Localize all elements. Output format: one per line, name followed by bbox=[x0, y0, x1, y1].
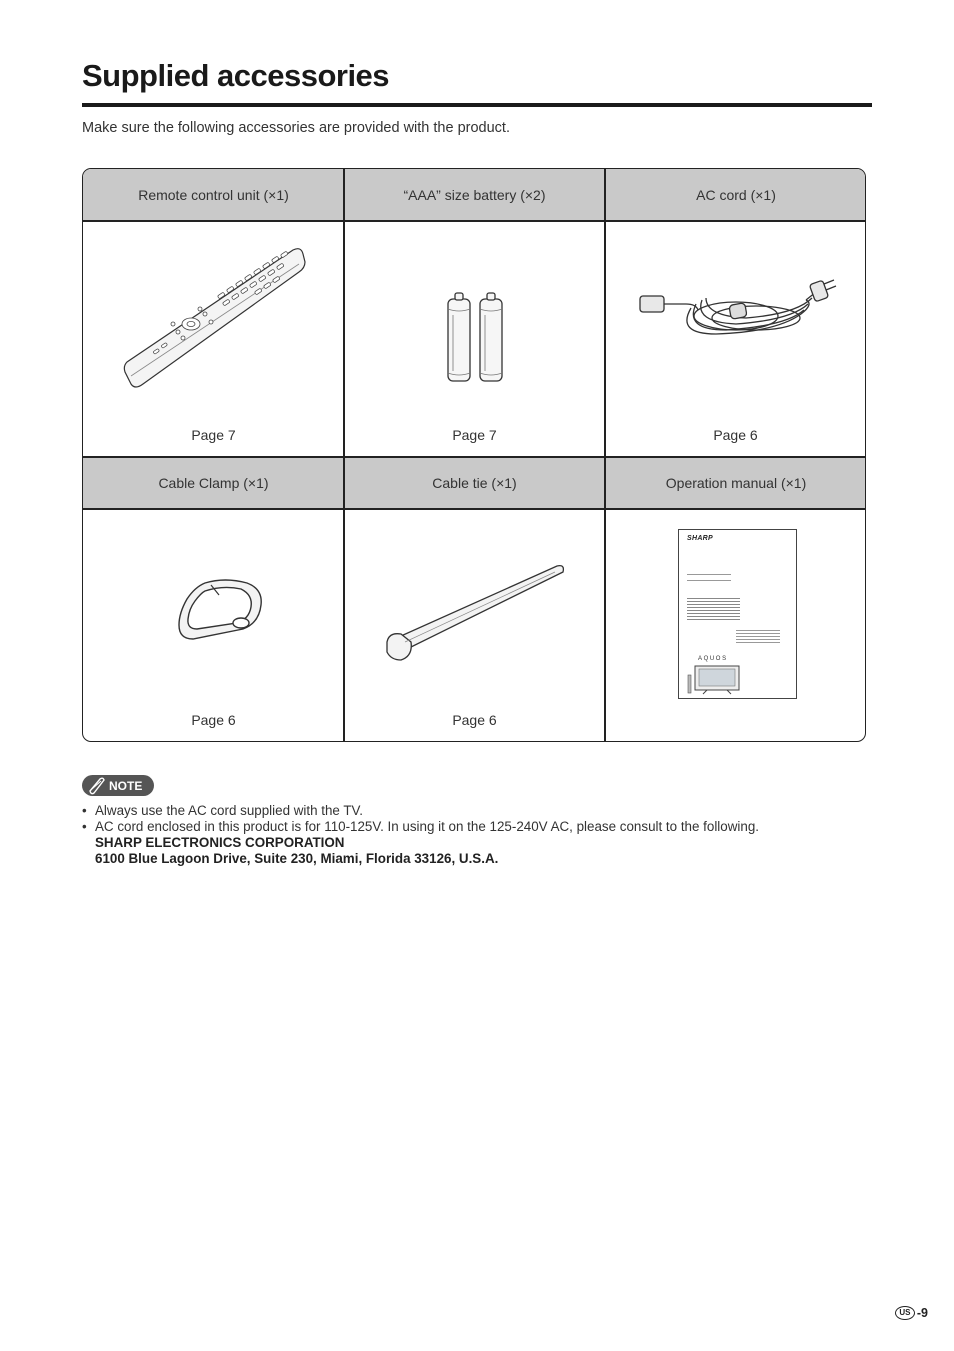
company-address: 6100 Blue Lagoon Drive, Suite 230, Miami, Florida 33126, U.S.A. bbox=[95, 851, 499, 866]
note-badge-label: NOTE bbox=[109, 779, 143, 793]
item-label-remote: Remote control unit (×1) bbox=[83, 169, 344, 221]
intro-text: Make sure the following accessories are provided with the product. bbox=[82, 120, 510, 136]
item-label-ac-cord: AC cord (×1) bbox=[605, 169, 866, 221]
company-name: SHARP ELECTRONICS CORPORATION bbox=[95, 835, 345, 850]
note-text: Always use the AC cord supplied with the TV. bbox=[95, 803, 363, 818]
note-item: • Always use the AC cord supplied with the TV. bbox=[82, 803, 363, 818]
page-title: Supplied accessories bbox=[82, 58, 390, 93]
page-ref-cable-clamp: Page 6 bbox=[191, 712, 236, 728]
item-label-cable-tie: Cable tie (×1) bbox=[344, 457, 605, 509]
manual-text-block bbox=[736, 630, 780, 645]
item-label-battery: “AAA” size battery (×2) bbox=[344, 169, 605, 221]
page-number bbox=[895, 1306, 928, 1320]
note-text: AC cord enclosed in this product is for 110-125V. In using it on the 125-240V AC, please consult to the following. bbox=[95, 819, 759, 834]
ac-cord-icon bbox=[636, 274, 841, 344]
manual-title-lines bbox=[687, 574, 731, 581]
manual-series-logo: AQUOS bbox=[698, 656, 728, 662]
item-label-manual: Operation manual (×1) bbox=[605, 457, 866, 509]
divider bbox=[604, 169, 606, 741]
title-rule bbox=[82, 103, 872, 107]
accessories-table bbox=[82, 168, 866, 742]
manual-text-block bbox=[687, 598, 740, 620]
cable-tie-icon bbox=[383, 564, 568, 664]
note-item: • AC cord enclosed in this product is for 110-125V. In using it on the 125-240V AC, please consult to the following. bbox=[82, 819, 759, 834]
divider bbox=[83, 508, 865, 510]
divider bbox=[343, 169, 345, 741]
page-ref-battery: Page 7 bbox=[452, 427, 497, 443]
page-ref-ac-cord: Page 6 bbox=[713, 427, 758, 443]
note-list bbox=[82, 803, 759, 867]
operation-manual-icon bbox=[678, 529, 797, 699]
manual-brand-logo: SHARP bbox=[687, 535, 714, 542]
divider bbox=[83, 456, 865, 458]
region-badge: US bbox=[895, 1306, 915, 1320]
battery-icon bbox=[443, 289, 509, 389]
page-number-text: -9 bbox=[916, 1306, 928, 1320]
tv-icon bbox=[687, 665, 741, 695]
note-badge bbox=[82, 775, 154, 796]
cable-clamp-icon bbox=[175, 577, 265, 647]
item-label-cable-clamp: Cable Clamp (×1) bbox=[83, 457, 344, 509]
page-ref-remote: Page 7 bbox=[191, 427, 236, 443]
remote-control-icon bbox=[123, 244, 308, 394]
page-ref-cable-tie: Page 6 bbox=[452, 712, 497, 728]
divider bbox=[83, 220, 865, 222]
